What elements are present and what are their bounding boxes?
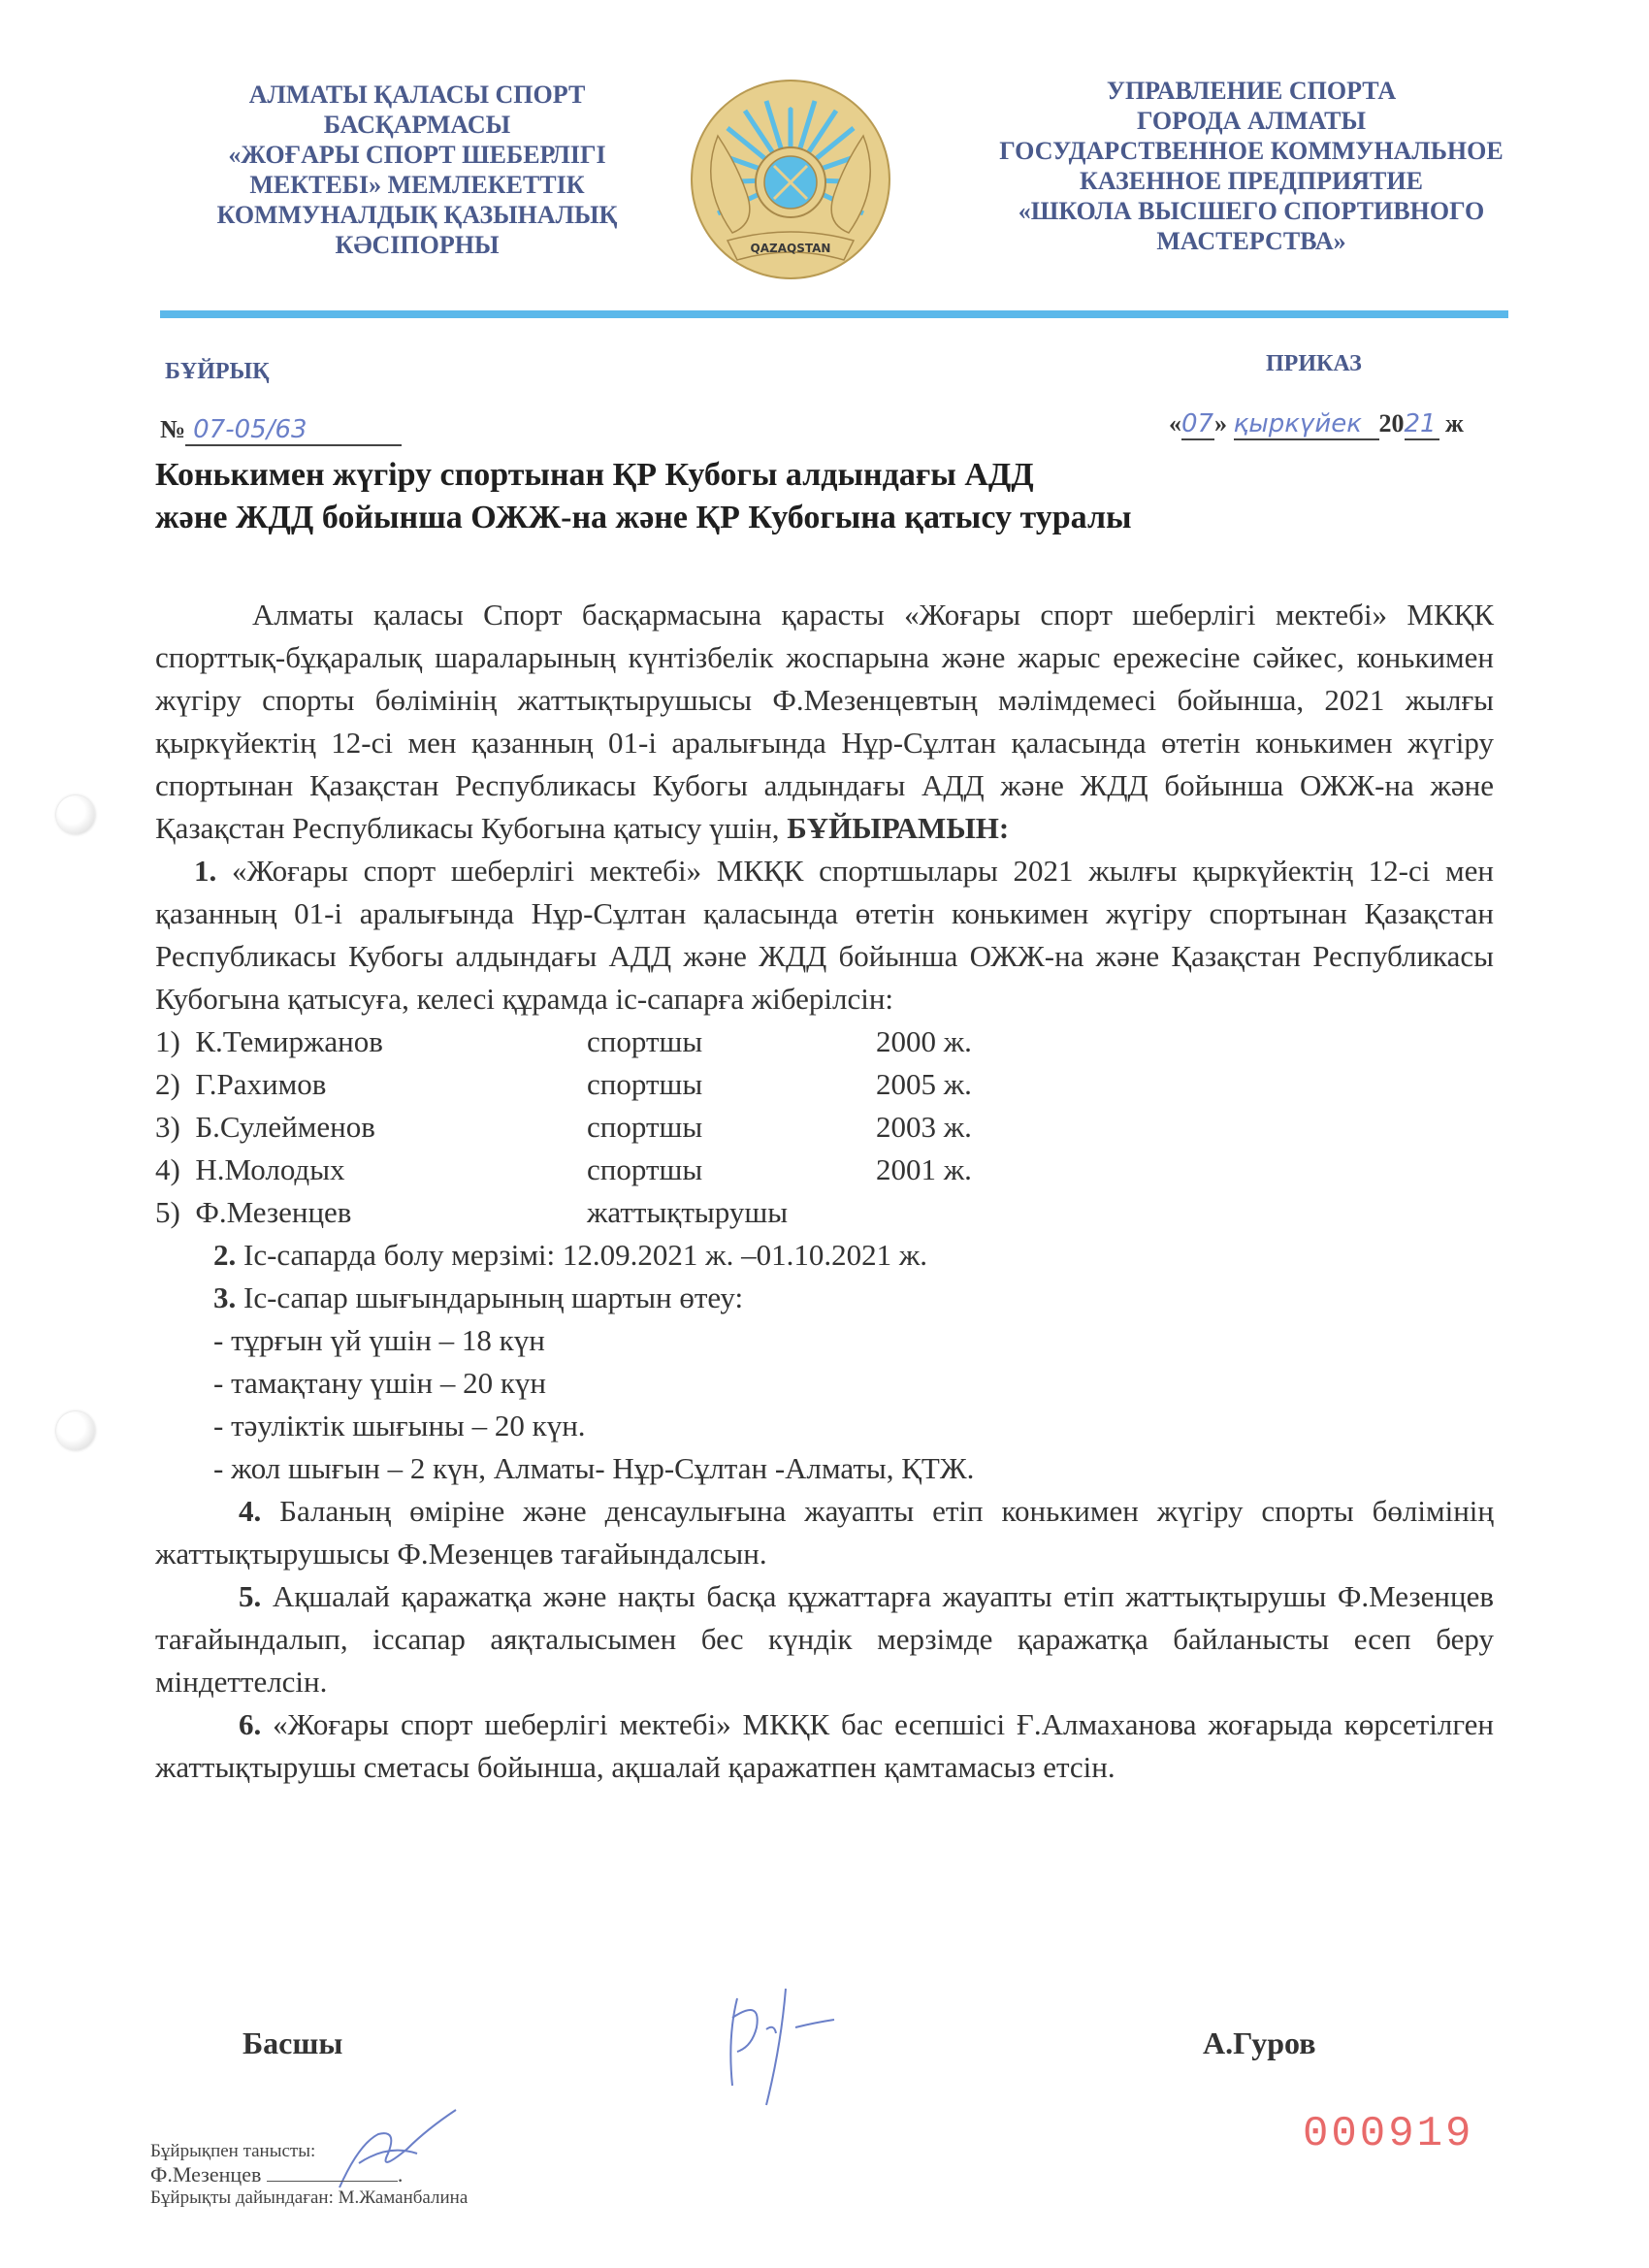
- roster-index: 4): [155, 1152, 180, 1186]
- roster-row: [155, 1063, 1494, 1106]
- intro-text: Алматы қаласы Спорт басқармасына қарасты «Жоғары спорт шеберлігі мектебі» МКҚК спорттық-бұқаралық шараларының күнтізбелік жоспарына және жарыс ережесіне сәйкес, конькимен жүгіру спорты бөлімінің жаттықтырушысы Ф.Мезенцевтың мәлімдемесі бойынша, 2021 жылғы қыркүйектің 12-сі мен қазанның 01-і аралығында Нұр-Сұлтан қаласында өтетін конькимен жүгіру спортынан Қазақстан Республикасы Кубогы алдындағы АДД және ЖДД бойынша ОЖЖ-на және Қазақстан Республикасы Кубогына қатысу үшін,: [155, 598, 1494, 845]
- roster-year: 2005 ж.: [876, 1067, 972, 1101]
- item-number: 5.: [239, 1579, 262, 1613]
- quote-open: «: [1169, 409, 1181, 437]
- roster-role: спортшы: [587, 1110, 703, 1144]
- acquainted-person: Ф.Мезенцев: [150, 2162, 262, 2187]
- number-sign: №: [160, 415, 186, 443]
- roster-index: 1): [155, 1024, 180, 1058]
- roster-year: 2003 ж.: [876, 1110, 972, 1144]
- order-directive: БҰЙЫРАМЫН:: [787, 811, 1010, 845]
- roster-row: [155, 1149, 1494, 1191]
- order-title: [155, 454, 1416, 539]
- item-text: «Жоғары спорт шеберлігі мектебі» МКҚК спортшылары 2021 жылғы қыркүйектің 12-сі мен қазанның 01-і аралығында Нұр-Сұлтан қаласында өтетін конькимен жүгіру спортынан Қазақстан Республикасы Кубогы алдындағы АДД және ЖДД бойынша ОЖЖ-на және Қазақстан Республикасы Кубогына қатысуға, келесі құрамда іс-сапарға жіберілсін:: [155, 854, 1494, 1016]
- item-4: [155, 1490, 1494, 1575]
- order-label-ru: ПРИКАЗ: [1266, 351, 1362, 376]
- org-ru-line: КАЗЕННОЕ ПРЕДПРИЯТИЕ: [1080, 167, 1423, 195]
- punch-hole: [56, 795, 95, 834]
- roster-role: спортшы: [587, 1152, 703, 1186]
- title-line: және ЖДД бойынша ОЖЖ-на және ҚР Кубогына қатысу туралы: [155, 500, 1132, 535]
- roster-list: [155, 1021, 1494, 1234]
- item-number: 2.: [213, 1238, 237, 1272]
- punch-hole: [56, 1411, 95, 1450]
- roster-index: 5): [155, 1195, 180, 1229]
- item-number: 1.: [194, 854, 217, 888]
- item-text: Іс-сапарда болу мерзімі: 12.09.2021 ж. –01.10.2021 ж.: [243, 1238, 927, 1272]
- roster-index: 3): [155, 1110, 180, 1144]
- expense-item: - тәуліктік шығыны – 20 күн.: [213, 1409, 586, 1442]
- org-kz-line: «ЖОҒАРЫ СПОРТ ШЕБЕРЛІГІ: [228, 141, 606, 169]
- roster-row: [155, 1021, 1494, 1063]
- org-ru-line: ГОСУДАРСТВЕННОЕ КОММУНАЛЬНОЕ: [999, 137, 1504, 165]
- signatory-position: Басшы: [242, 2025, 343, 2060]
- org-kz-line: КОММУНАЛДЫҚ ҚАЗЫНАЛЫҚ: [216, 201, 618, 229]
- roster-name: Г.Рахимов: [195, 1067, 327, 1101]
- org-ru-line: МАСТЕРСТВА»: [1156, 227, 1346, 255]
- org-kz-line: МЕКТЕБІ» МЕМЛЕКЕТТІК: [249, 171, 585, 199]
- item-5: [155, 1575, 1494, 1703]
- roster-name: К.Темиржанов: [195, 1024, 383, 1058]
- date-year-prefix: 20: [1378, 409, 1405, 437]
- item-number: 6.: [239, 1707, 262, 1741]
- expense-item: - тұрғын үй үшін – 18 күн: [213, 1323, 545, 1357]
- roster-role: спортшы: [587, 1067, 703, 1101]
- roster-name: Н.Молодых: [195, 1152, 345, 1186]
- acquainted-name: Ф.Мезенцев .: [150, 2162, 404, 2187]
- roster-year: 2001 ж.: [876, 1152, 972, 1186]
- header-divider: [160, 310, 1508, 318]
- date-suffix: ж: [1445, 409, 1464, 437]
- order-number: [160, 415, 402, 446]
- roster-year: 2000 ж.: [876, 1024, 972, 1058]
- roster-row: [155, 1191, 1494, 1234]
- intro-paragraph: [155, 594, 1494, 850]
- order-body: [155, 594, 1494, 1789]
- item-1: [155, 850, 1494, 1021]
- order-number-value: 07-05/63: [185, 415, 402, 446]
- item-text: Іс-сапар шығындарының шартын өтеу:: [243, 1280, 744, 1314]
- signature-line: [267, 2181, 398, 2182]
- expense-item: - тамақтану үшін – 20 күн: [213, 1366, 546, 1400]
- order-label-kz: БҰЙРЫҚ: [165, 359, 270, 384]
- date-year-suffix: 21: [1405, 409, 1439, 440]
- acquainted-label: Бұйрықпен танысты:: [150, 2141, 316, 2161]
- org-kz-line: АЛМАТЫ ҚАЛАСЫ СПОРТ: [248, 81, 586, 109]
- org-kz-line: КӘСІПОРНЫ: [335, 231, 500, 259]
- serial-number: 000919: [1303, 2110, 1474, 2158]
- item-text: Ақшалай қаражатқа және нақты басқа құжаттарға жауапты етіп жаттықтырушы Ф.Мезенцев тағайындалып, іссапар аяқталысымен бес күндік мерзімде қаражатқа байланысты есеп беру міндеттелсін.: [155, 1579, 1494, 1699]
- emblem-label: QAZAQSTAN: [750, 242, 831, 255]
- roster-name: Ф.Мезенцев: [195, 1195, 352, 1229]
- date-day: 07: [1181, 409, 1214, 438]
- expense-list: [155, 1319, 1494, 1490]
- item-text: Баланың өміріне және денсаулығына жауапты етіп конькимен жүгіру спорты бөлімінің жаттықтырушысы Ф.Мезенцев тағайындалсын.: [155, 1494, 1495, 1571]
- org-ru-line: «ШКОЛА ВЫСШЕГО СПОРТИВНОГО: [1018, 197, 1485, 225]
- item-6: [155, 1703, 1494, 1789]
- roster-index: 2): [155, 1067, 180, 1101]
- date-month: қыркүйек: [1234, 409, 1379, 440]
- signatory-name: А.Гуров: [1203, 2025, 1316, 2060]
- expense-item: - жол шығын – 2 күн, Алматы- Нұр-Сұлтан -Алматы, ҚТЖ.: [213, 1451, 975, 1485]
- state-emblem-icon: [689, 78, 892, 281]
- org-ru-line: УПРАВЛЕНИЕ СПОРТА: [1106, 77, 1397, 105]
- roster-role: жаттықтырушы: [587, 1195, 789, 1229]
- director-signature-icon: [708, 1969, 902, 2115]
- item-text: «Жоғары спорт шеберлігі мектебі» МКҚК бас есепшісі Ғ.Алмаханова жоғарыда көрсетілген жаттықтырушы сметасы бойынша, ақшалай қаражатпен қамтамасыз етсін.: [155, 1707, 1495, 1784]
- item-3: [155, 1277, 1494, 1319]
- item-2: [155, 1234, 1494, 1277]
- title-line: Конькимен жүгіру спортынан ҚР Кубогы алдындағы АДД: [155, 457, 1034, 493]
- organization-name-ru: [970, 76, 1533, 256]
- roster-name: Б.Сулейменов: [195, 1110, 375, 1144]
- roster-role: спортшы: [587, 1024, 703, 1058]
- quote-close: »: [1214, 409, 1227, 437]
- order-date: [1169, 409, 1464, 440]
- item-number: 3.: [213, 1280, 237, 1314]
- org-ru-line: ГОРОДА АЛМАТЫ: [1137, 107, 1366, 135]
- item-number: 4.: [239, 1494, 262, 1528]
- org-kz-line: БАСҚАРМАСЫ: [323, 111, 511, 139]
- roster-row: [155, 1106, 1494, 1149]
- prepared-by: Бұйрықты дайындаған: М.Жаманбалина: [150, 2187, 469, 2208]
- organization-name-kz: [155, 80, 679, 260]
- footer-notes: [150, 2140, 468, 2210]
